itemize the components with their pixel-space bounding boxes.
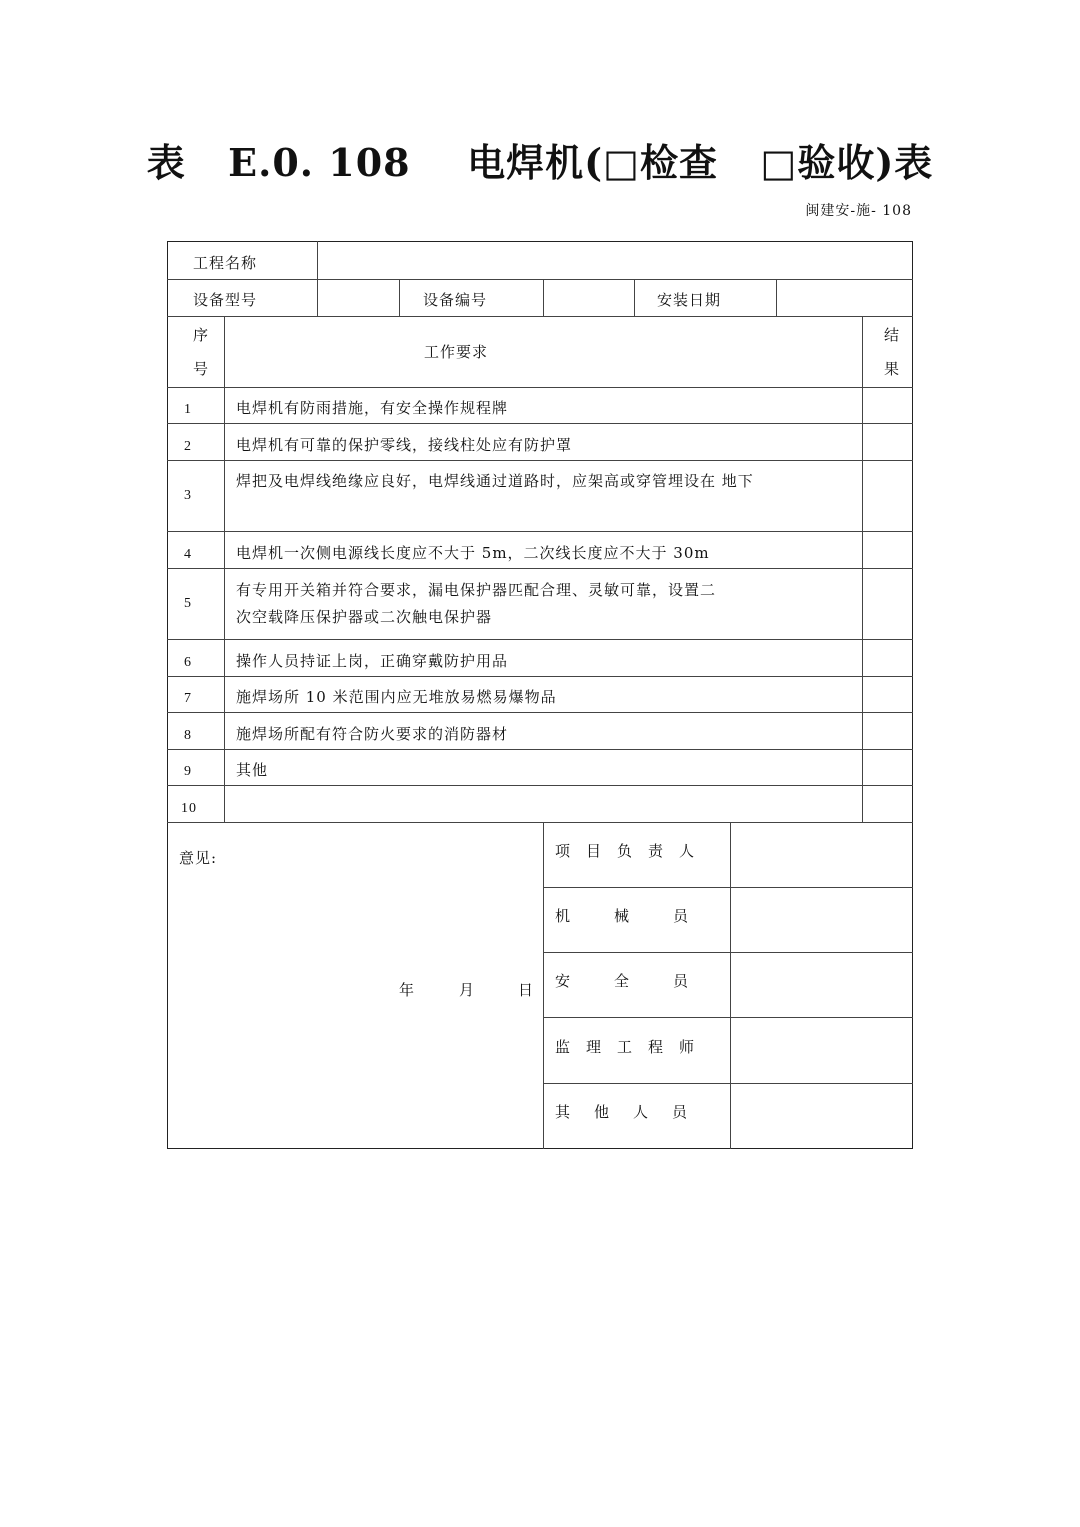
- row-10-no: 10: [181, 801, 197, 816]
- row-7-no: 7: [184, 691, 192, 706]
- row-4-text: 电焊机一次侧电源线长度应不大于 5m，二次线长度应不大于 30m: [236, 544, 710, 562]
- sig-safety-officer: 安全员: [555, 972, 733, 990]
- form-code: 闽建安-施- 108: [805, 203, 912, 219]
- row-7-text: 施焊场所 10 米范围内应无堆放易燃易爆物品: [236, 688, 557, 706]
- row-9-text: 其他: [236, 761, 269, 779]
- project-name-label: 工程名称: [193, 254, 258, 272]
- row-9-no: 9: [184, 764, 192, 779]
- row-4-no: 4: [184, 547, 192, 562]
- row-5-text-line2: 次空载降压保护器或二次触电保护器: [236, 608, 493, 626]
- sig-other-personnel: 其他人员: [555, 1103, 712, 1121]
- title-name: 电焊机(□检查: [467, 140, 718, 185]
- title-prefix: 表: [146, 140, 186, 185]
- row-6-text: 操作人员持证上岗，正确穿戴防护用品: [236, 652, 509, 670]
- row-8-no: 8: [184, 728, 192, 743]
- equipment-model-label: 设备型号: [193, 291, 258, 309]
- row-5-text: 有专用开关箱并符合要求，漏电保护器匹配合理、灵敏可靠，设置二: [236, 581, 717, 599]
- sig-project-manager: 项目负责人: [555, 842, 711, 860]
- seq-header-2: 号: [193, 360, 210, 378]
- row-3-no: 3: [184, 488, 192, 503]
- seq-header-1: 序: [193, 326, 210, 344]
- row-2-no: 2: [184, 439, 192, 454]
- row-1-no: 1: [184, 402, 192, 417]
- row-1-text: 电焊机有防雨措施，有安全操作规程牌: [236, 399, 509, 417]
- requirements-header: 工作要求: [424, 343, 489, 361]
- sig-mechanic: 机械员: [555, 907, 733, 925]
- page-title: [0, 132, 1080, 187]
- row-8-text: 施焊场所配有符合防火要求的消防器材: [236, 725, 509, 743]
- title-number: E.0. 108: [228, 140, 411, 185]
- result-header-2: 果: [884, 360, 901, 378]
- row-6-no: 6: [184, 655, 192, 670]
- result-header-1: 结: [884, 326, 901, 344]
- title-name-2: □验收)表: [760, 140, 934, 185]
- sig-supervising-engineer: 监理工程师: [555, 1038, 711, 1056]
- date-day: 日: [518, 981, 535, 999]
- date-year: 年: [399, 981, 416, 999]
- install-date-label: 安装日期: [657, 291, 722, 309]
- date-month: 月: [459, 981, 476, 999]
- row-2-text: 电焊机有可靠的保护零线，接线柱处应有防护罩: [236, 436, 573, 454]
- row-3-text: 焊把及电焊线绝缘应良好，电焊线通过道路时，应架高或穿管埋设在 地下: [236, 472, 754, 490]
- row-5-no: 5: [184, 596, 192, 611]
- equipment-no-label: 设备编号: [423, 291, 488, 309]
- opinion-label: 意见:: [179, 849, 218, 867]
